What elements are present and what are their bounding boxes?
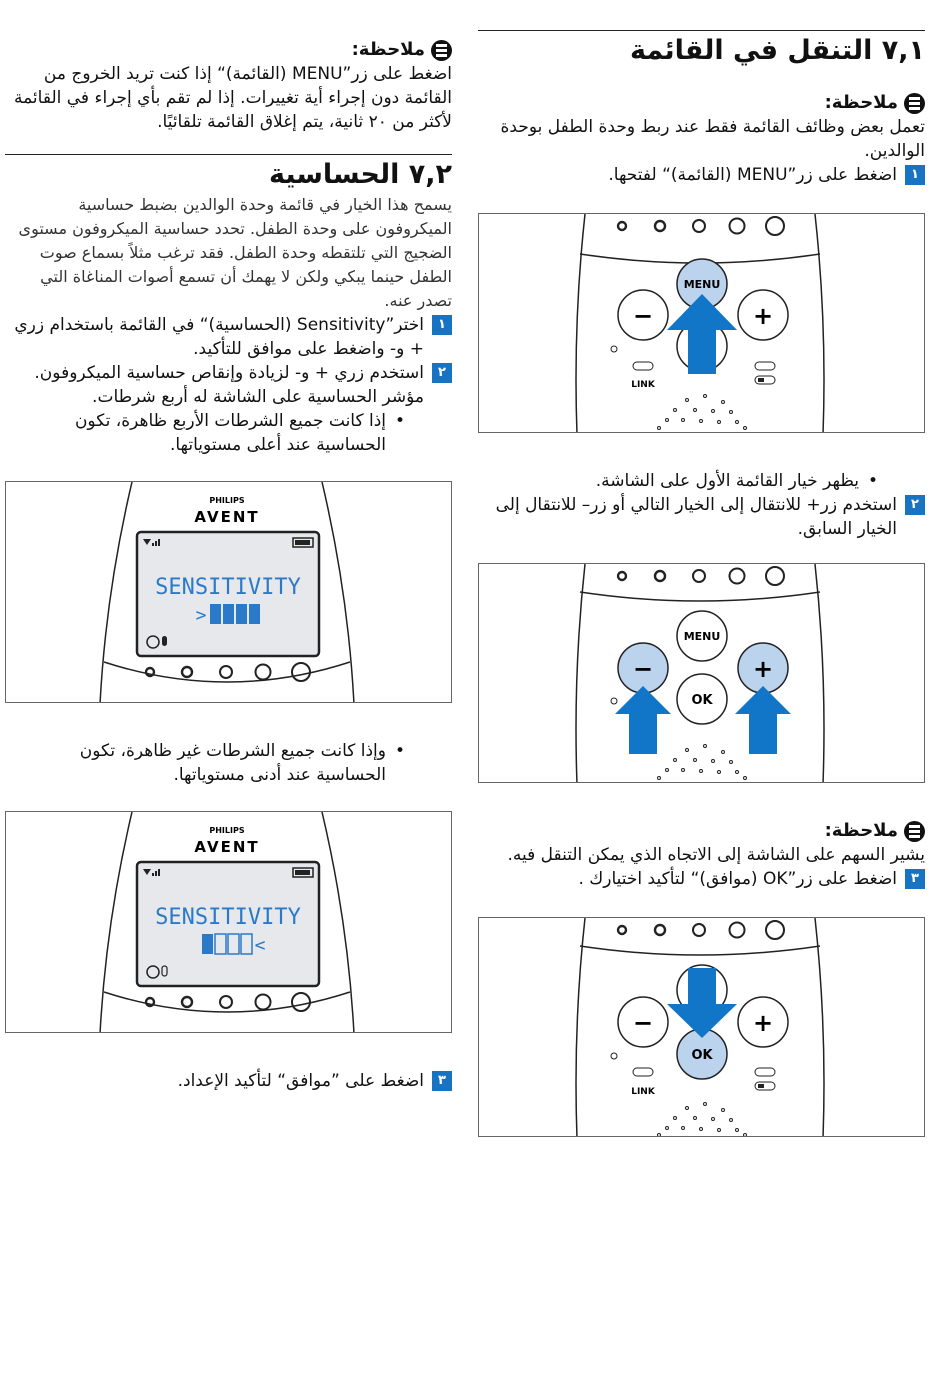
note-text: يشير السهم على الشاشة إلى الاتجاه الذي يمكن التنقل فيه. [507, 845, 925, 865]
arrow-up-icon [615, 686, 671, 754]
menu-button [677, 611, 727, 661]
note-icon [904, 821, 925, 842]
svg-text:+: + [752, 1009, 774, 1037]
left-column [5, 38, 452, 1093]
bullet-item: • وإذا كانت جميع الشرطات غير ظاهرة، تكون الحساسية عند أدنى مستوياتها. [5, 739, 452, 787]
arrow-down-icon [667, 968, 737, 1038]
section-divider [478, 30, 925, 31]
note-label: ملاحظة: [824, 820, 898, 841]
arrow-up-icon [735, 686, 791, 754]
link-label: LINK [631, 380, 655, 390]
step-3 [478, 867, 925, 891]
svg-text:−: − [632, 1009, 654, 1037]
speaker-holes [658, 1103, 747, 1137]
step-text: استخدم زري + و- لزيادة وإنقاص حساسية الميكروفون. مؤشر الحساسية على الشاشة له أربع شرطات. [34, 363, 424, 407]
step-1 [478, 163, 925, 187]
step-number: ١ [905, 165, 925, 185]
device-illustration [478, 564, 924, 783]
plus-button [738, 643, 788, 693]
device-illustration [478, 214, 924, 433]
plus-button [738, 290, 788, 340]
right-column [478, 30, 925, 1137]
svg-text:−: − [632, 655, 654, 683]
device-illustration [5, 812, 451, 1033]
note-icon [431, 40, 452, 61]
note-heading [478, 91, 925, 115]
lcd-sensitivity-label: SENSITIVITY [155, 575, 301, 600]
svg-text:+: + [752, 302, 774, 330]
step-number: ١ [432, 315, 452, 335]
indicator-leds [618, 217, 784, 235]
lcd-screen [137, 862, 319, 986]
figure-plus-minus-buttons [478, 563, 925, 783]
step-2 [478, 493, 925, 541]
brand-logo: AVENT [194, 508, 260, 526]
section-title-menu-navigation: ٧,١ التنقل في القائمة [630, 35, 925, 66]
brand-logo: AVENT [194, 838, 260, 856]
step-text: اضغط على زر”OK (موافق)“ لتأكيد اختيارك . [578, 869, 897, 889]
step-3 [5, 1069, 452, 1093]
indicator-leds [618, 921, 784, 939]
step-number: ٣ [432, 1071, 452, 1091]
device-illustration [5, 482, 451, 703]
svg-text:MENU: MENU [683, 630, 721, 643]
step-number: ٣ [905, 869, 925, 889]
svg-text:<: < [195, 605, 207, 626]
bullet-item: • يظهر خيار القائمة الأول على الشاشة. [595, 471, 879, 491]
step-text: اختر”Sensitivity (الحساسية)“ في القائمة باستخدام زري + و- واضغط على موافق للتأكيد. [14, 315, 424, 359]
svg-text:+: + [752, 655, 774, 683]
step-number: ٢ [432, 363, 452, 383]
note-heading [5, 38, 452, 62]
lcd-screen [137, 532, 319, 656]
ok-button [677, 674, 727, 724]
note-label: ملاحظة: [351, 39, 425, 60]
figure-menu-button [478, 213, 925, 433]
note-icon [904, 93, 925, 114]
figure-lcd-sensitivity-max [5, 481, 452, 703]
step-text: اضغط على ”موافق“ لتأكيد الإعداد. [177, 1071, 424, 1091]
minus-button [618, 997, 668, 1047]
svg-text:>: > [254, 935, 266, 956]
note-label: ملاحظة: [824, 92, 898, 113]
device-illustration [478, 918, 924, 1137]
indicator-leds [618, 567, 784, 585]
step-1 [5, 313, 452, 361]
note-heading [478, 819, 925, 843]
step-text: اضغط على زر”MENU (القائمة)“ لفتحها. [608, 165, 897, 185]
step-2 [5, 361, 452, 409]
minus-button [618, 643, 668, 693]
bullet-text: وإذا كانت جميع الشرطات غير ظاهرة، تكون الحساسية عند أدنى مستوياتها. [79, 741, 386, 785]
link-label: LINK [631, 1087, 655, 1097]
figure-ok-button [478, 917, 925, 1137]
microphone-icon [162, 636, 167, 646]
bullet-item: • إذا كانت جميع الشرطات الأربع ظاهرة، تكون الحساسية عند أعلى مستوياتها. [5, 409, 452, 457]
step-text: استخدم زر+ للانتقال إلى الخيار التالي أو زر– للانتقال إلى الخيار السابق. [495, 495, 897, 539]
intro-paragraph: يسمح هذا الخيار في قائمة وحدة الوالدين بضبط حساسية الميكروفون على وحدة الطفل. تحدد حساسية الميكروفون مستوى الضجيج التي تلتقطه وحدة الطفل. فقد ترغب مثلاً بسماع صوت الطفل حينما يبكي ولكن لا يهمك أن تسمع أصوات المناغاة التي تصدر عنه. [18, 195, 452, 310]
speaker-holes [658, 745, 747, 780]
brand-logo: PHILIPS [209, 826, 245, 835]
section-title-sensitivity: ٧,٢ الحساسية [268, 159, 452, 190]
arrow-up-icon [667, 294, 737, 374]
svg-text:−: − [632, 302, 654, 330]
bullet-text: يظهر خيار القائمة الأول على الشاشة. [595, 471, 859, 491]
svg-text:OK: OK [691, 693, 713, 708]
figure-lcd-sensitivity-min [5, 811, 452, 1033]
note-text: اضغط على زر”MENU (القائمة)“ إذا كنت تريد الخروج من القائمة دون إجراء أية تغييرات. إذا لم تقم بأي إجراء في القائمة لأكثر من ٢٠ ثانية، يتم إغلاق القائمة تلقائيًا. [13, 64, 452, 132]
bullet-text: إذا كانت جميع الشرطات الأربع ظاهرة، تكون الحساسية عند أعلى مستوياتها. [74, 411, 386, 455]
svg-text:OK: OK [691, 1048, 713, 1063]
note-text: تعمل بعض وظائف القائمة فقط عند ربط وحدة الطفل بوحدة الوالدين. [500, 117, 925, 161]
section-divider [5, 154, 452, 155]
lcd-sensitivity-label: SENSITIVITY [155, 905, 301, 930]
brand-logo: PHILIPS [209, 496, 245, 505]
plus-button [738, 997, 788, 1047]
speaker-holes [658, 395, 747, 430]
svg-text:MENU: MENU [683, 278, 721, 291]
step-number: ٢ [905, 495, 925, 515]
minus-button [618, 290, 668, 340]
